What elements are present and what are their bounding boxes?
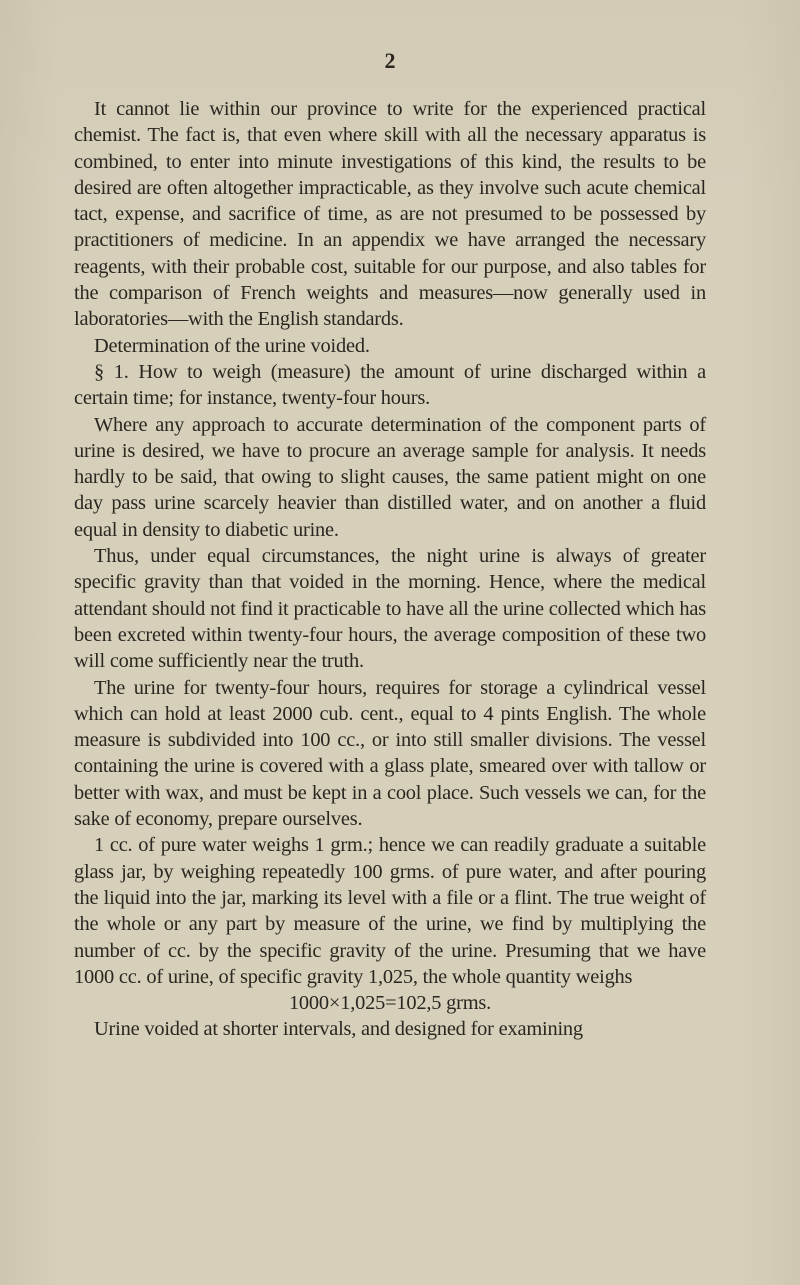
page-body (74, 96, 706, 1043)
paragraph-night-urine: Thus, under equal circumstances, the night urine is always of greater specific gravity than that voided in the morning. Hence, where the medical attendant should not find it practicable to have all the urine collected which has been excreted within twenty-four hours, the average composition of these two will come sufficiently near the truth. (74, 545, 706, 673)
paragraph-water-weight: 1 cc. of pure water weighs 1 grm.; hence we can readily graduate a suitable glass jar, by weighing repeatedly 100 grms. of pure water, and after pouring the liquid into the jar, marking its level with a file or a flint. The true weight of the whole or any part by measure of the urine, we find by multiplying the number of cc. by the specific gravity of the urine. Presuming that we have 1000 cc. of urine, of specific gravity 1,025, the whole quantity weighs (74, 834, 706, 988)
paragraph-storage: The urine for twenty-four hours, requires for storage a cylindrical vessel which can hold at least 2000 cub. cent., equal to 4 pints English. The whole measure is subdivided into 100 cc., or into still smaller divisions. The vessel containing the urine is covered with a glass plate, smeared over with tallow or better with wax, and must be kept in a cool place. Such vessels we can, for the sake of economy, prepare ourselves. (74, 676, 706, 831)
section-heading: Determination of the urine voided. (94, 334, 370, 357)
page-number: 2 (384, 48, 396, 73)
weight-formula: 1000×1,025=102,5 grms. (288, 992, 492, 1015)
paragraph-approach: Where any approach to accurate determination of the component parts of urine is desired, we have to procure an average sample for analysis. It needs hardly to be said, that owing to slight causes, the same patient might on one day pass urine scarcely heavier than distilled water, and on another a fluid equal in density to diabetic urine. (74, 413, 706, 541)
intro-paragraph: It cannot lie within our province to write for the experienced practical chemist. The fact is, that even where skill with all the necessary apparatus is combined, to enter into minute investigations of this kind, the results to be desired are often altogether impracticable, as they involve such acute chemical tact, expense, and sacrifice of time, as are not presumed to be possessed by practitioners of medicine. In an appendix we have arranged the necessary reagents, with their probable cost, suitable for our purpose, and also tables for the comparison of French weights and measures—now generally used in laboratories—with the English standards. (74, 98, 706, 331)
section-1-title: § 1. How to weigh (measure) the amount of urine discharged within a certain time; for instance, twenty-four hours. (74, 360, 706, 410)
paragraph-shorter-intervals: Urine voided at shorter intervals, and designed for examining (94, 1018, 583, 1041)
